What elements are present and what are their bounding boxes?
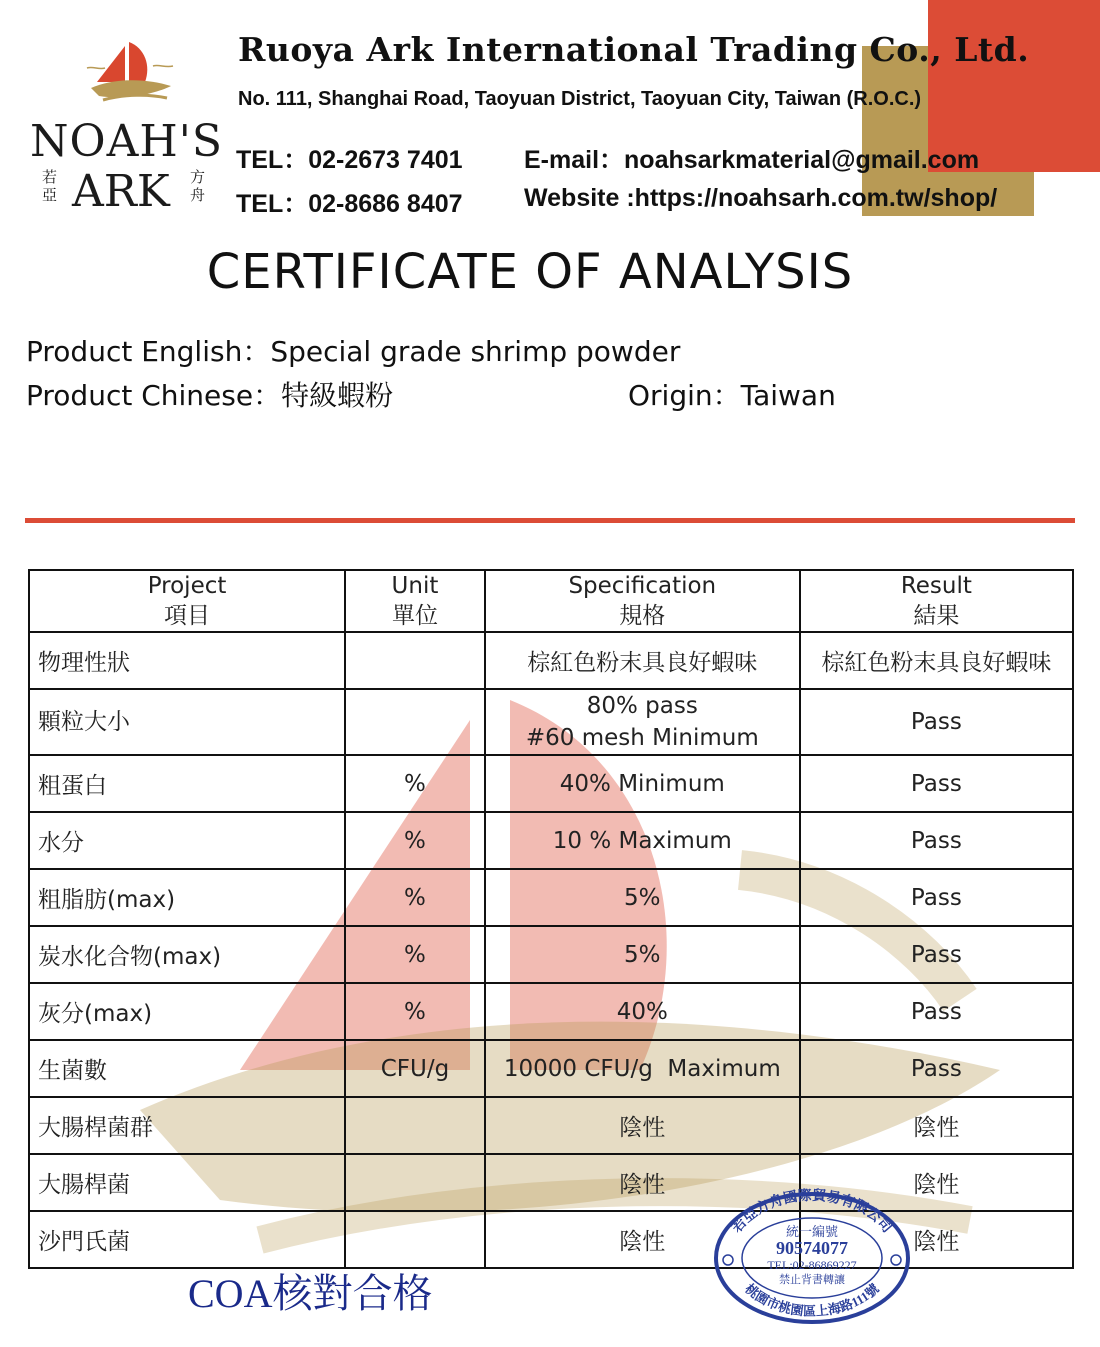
- logo-cn-left: 若亞: [42, 168, 58, 204]
- cell-unit: [345, 689, 485, 755]
- logo-text-ark: ARK: [72, 166, 170, 217]
- table-row: [29, 689, 1073, 755]
- cell-unit: [345, 1211, 485, 1268]
- header-unit-cn: 單位: [391, 603, 438, 629]
- coa-table: [28, 569, 1074, 1269]
- cell-project: 炭水化合物(max): [29, 926, 345, 983]
- cell-unit: CFU/g: [345, 1040, 485, 1097]
- cell-project: 顆粒大小: [29, 689, 345, 755]
- document-title: CERTIFICATE OF ANALYSIS: [206, 244, 854, 300]
- product-english: Product English：Special grade shrimp powder: [26, 335, 681, 368]
- cell-result: Pass: [800, 812, 1073, 869]
- cell-result: Pass: [800, 755, 1073, 812]
- cell-specification-line1: 80% pass: [586, 693, 698, 719]
- company-name: Ruoya Ark International Trading Co., Ltd.: [238, 30, 1030, 69]
- header-specification-cn: 規格: [619, 603, 666, 629]
- cell-project: 粗蛋白: [29, 755, 345, 812]
- cell-unit: [345, 632, 485, 689]
- telephone-2: TEL：02-8686 8407: [236, 190, 463, 218]
- cell-specification: 陰性: [485, 1097, 800, 1154]
- seal-line1: 統一編號: [785, 1224, 839, 1239]
- email-address: E-mail：noahsarkmaterial@gmail.com: [524, 146, 980, 174]
- cell-result: Pass: [800, 869, 1073, 926]
- seal-ring-text: 若亞方舟國際貿易有限公司: [729, 1188, 895, 1236]
- cell-project: 大腸桿菌: [29, 1154, 345, 1211]
- cell-result: 陰性: [800, 1097, 1073, 1154]
- cell-result: 棕紅色粉末具良好蝦味: [800, 632, 1073, 689]
- header-unit: [345, 570, 485, 632]
- coa-approved-stamp: COA核對合格: [188, 1271, 433, 1316]
- header-specification-en: Specification: [568, 573, 717, 599]
- sailboat-icon: [85, 38, 175, 106]
- cell-specification: 陰性: [485, 1211, 800, 1268]
- company-seal: [712, 1188, 912, 1324]
- header-unit-en: Unit: [391, 573, 439, 599]
- header-project-en: Project: [147, 573, 227, 599]
- cell-project: 粗脂肪(max): [29, 869, 345, 926]
- section-divider: [25, 518, 1075, 523]
- website-url: Website :https://noahsarh.com.tw/shop/: [524, 184, 998, 212]
- cell-unit: %: [345, 812, 485, 869]
- header-project-cn: 項目: [164, 603, 211, 629]
- company-address: No. 111, Shanghai Road, Taoyuan District, Taoyuan City, Taiwan (R.O.C.): [238, 88, 922, 110]
- cell-result: Pass: [800, 926, 1073, 983]
- cell-project: 灰分(max): [29, 983, 345, 1040]
- seal-ornament-right: [891, 1255, 901, 1265]
- cell-result: Pass: [800, 983, 1073, 1040]
- cell-unit: %: [345, 926, 485, 983]
- cell-unit: %: [345, 869, 485, 926]
- cell-specification: 陰性: [485, 1154, 800, 1211]
- cell-unit: [345, 1097, 485, 1154]
- cell-specification: 5%: [485, 926, 800, 983]
- cell-project: 大腸桿菌群: [29, 1097, 345, 1154]
- cell-unit: [345, 1154, 485, 1211]
- table-header-row: [29, 570, 1073, 632]
- header-project: [29, 570, 345, 632]
- seal-number: 90574077: [776, 1238, 848, 1258]
- cell-specification-line2: #60 mesh Minimum: [525, 725, 759, 751]
- cell-result: 陰性: [800, 1211, 1073, 1268]
- table-row: [29, 869, 1073, 926]
- cell-project: 物理性狀: [29, 632, 345, 689]
- cell-result: 陰性: [800, 1154, 1073, 1211]
- cell-project: 沙門氏菌: [29, 1211, 345, 1268]
- product-chinese: Product Chinese：特級蝦粉: [26, 379, 394, 412]
- cell-specification: 棕紅色粉末具良好蝦味: [485, 632, 800, 689]
- table-row: [29, 926, 1073, 983]
- cell-specification: 5%: [485, 869, 800, 926]
- table-row: [29, 1211, 1073, 1268]
- cell-project: 水分: [29, 812, 345, 869]
- header-specification: [485, 570, 800, 632]
- cell-specification: 40%: [485, 983, 800, 1040]
- seal-bottom-text: 桃園市桃園區上海路111號: [742, 1280, 882, 1319]
- cell-specification: 10 % Maximum: [485, 812, 800, 869]
- table-row: [29, 1154, 1073, 1211]
- logo-cn-right: 方舟: [190, 168, 206, 204]
- seal-ornament-left: [723, 1255, 733, 1265]
- cell-unit: %: [345, 755, 485, 812]
- header-result: [800, 570, 1073, 632]
- seal-tel: TEL:02-86869227: [767, 1258, 857, 1272]
- header-result-cn: 結果: [913, 603, 960, 629]
- product-origin: Origin：Taiwan: [628, 379, 836, 412]
- cell-result: Pass: [800, 1040, 1073, 1097]
- table-row: [29, 1040, 1073, 1097]
- cell-result: Pass: [800, 689, 1073, 755]
- table-row: [29, 755, 1073, 812]
- telephone-1: TEL：02-2673 7401: [236, 146, 463, 174]
- cell-specification: [485, 689, 800, 755]
- table-row: [29, 983, 1073, 1040]
- table-row: [29, 632, 1073, 689]
- cell-project: 生菌數: [29, 1040, 345, 1097]
- cell-specification: 40% Minimum: [485, 755, 800, 812]
- company-logo: [30, 38, 225, 217]
- logo-text-noahs: NOAH'S: [30, 116, 223, 167]
- table-row: [29, 812, 1073, 869]
- cell-unit: %: [345, 983, 485, 1040]
- table-row: [29, 1097, 1073, 1154]
- seal-line4: 禁止背書轉讓: [779, 1274, 845, 1286]
- header-result-en: Result: [900, 573, 972, 599]
- cell-specification: 10000 CFU/g Maximum: [485, 1040, 800, 1097]
